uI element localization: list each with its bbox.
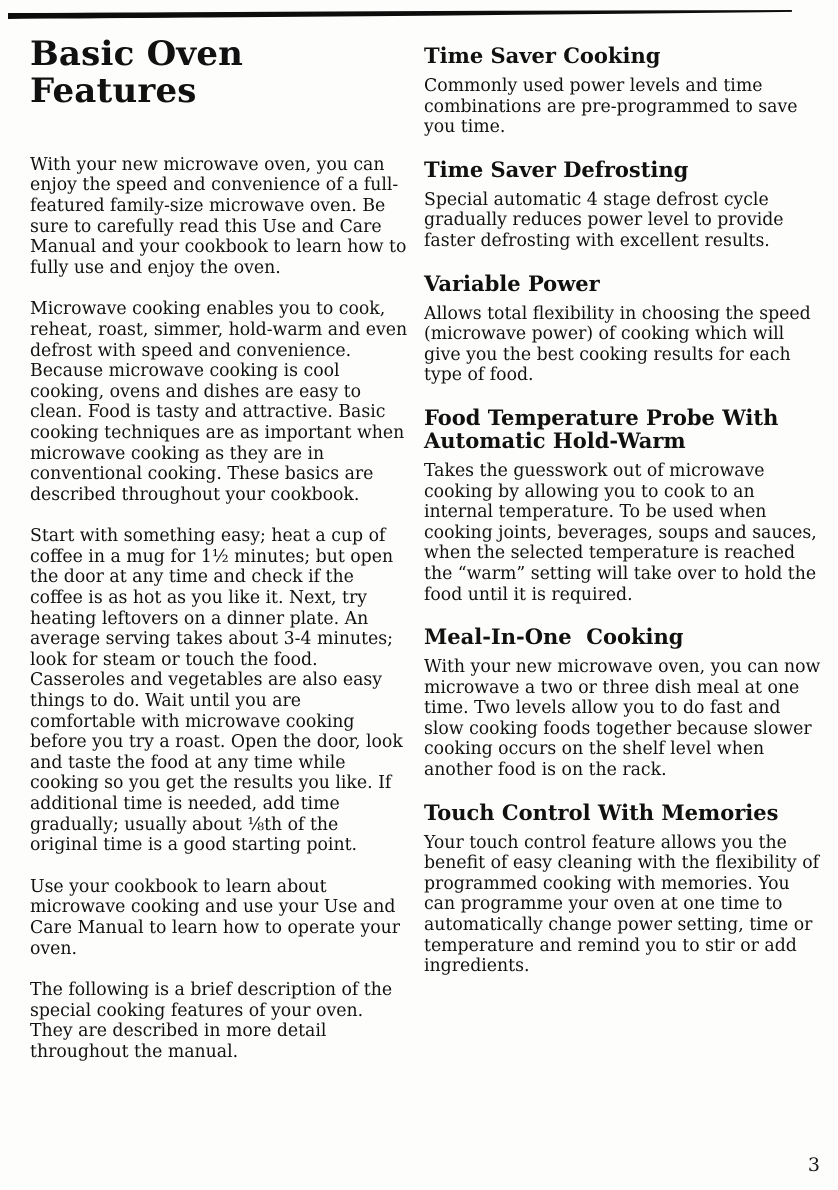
section-heading: Variable Power [424, 270, 600, 296]
feature-section-temperature-probe [424, 406, 822, 605]
feature-section-touch-control [424, 801, 822, 977]
paragraph-features-intro: The following is a brief description of the special cooking features of your oven. They are described in more detail throughout the manual. [30, 980, 393, 1062]
section-body: Commonly used power levels and time combinations are pre-programmed to save you time. [424, 76, 798, 138]
paragraph-intro: With your new microwave oven, you can enjoy the speed and convenience of a full-featured family-size microwave oven. Be sure to carefully read this Use and Care Manual and your cookbook to learn how to fully use and enjoy the oven. [30, 154, 407, 278]
paragraph-cooking-overview: Microwave cooking enables you to cook, reheat, roast, simmer, hold-warm and even defrost with speed and convenience. Because microwave cooking is cool cooking, ovens and dishes are easy to clean. Food is tasty and attractive. Basic cooking techniques are as important when microwave cooking as they are in conventional cooking. These basics are described throughout your cookbook. [30, 299, 408, 505]
section-heading: Time Saver Cooking [424, 43, 661, 68]
page-title: Basic Oven Features [30, 34, 244, 112]
section-body: Allows total flexibility in choosing the speed (microwave power) of cooking which will give you the best cooking results for each type of food. [424, 303, 811, 386]
feature-section-variable-power [424, 272, 822, 386]
section-heading: Meal-In-One Cooking [424, 624, 684, 650]
page-number: 3 [807, 1154, 820, 1176]
paragraph-getting-started: Start with something easy; heat a cup of coffee in a mug for 1½ minutes; but open the door at any time and check if the coffee is as hot as you like it. Next, try heating leftovers on a dinner plate. An average serving takes about 3-4 minutes; look for steam or touch the food. Casseroles and vegetables are also easy things to do. Wait until you are comfortable with microwave cooking before you try a roast. Open the door, look and taste the food at any time while cooking so you get the results you like. If additional time is needed, add time gradually; usually about ⅛th of the original time is a good starting point. [30, 526, 403, 856]
section-body: Special automatic 4 stage defrost cycle gradually reduces power level to provide faster defrosting with excellent results. [424, 189, 784, 251]
section-heading: Time Saver Defrosting [424, 156, 689, 182]
section-heading: Food Temperature Probe With Automatic Hold-Warm [424, 404, 786, 453]
feature-section-meal-in-one [424, 625, 822, 781]
paragraph-cookbook: Use your cookbook to learn about microwave cooking and use your Use and Care Manual to learn how to operate your oven. [30, 876, 401, 959]
left-column [30, 36, 410, 1084]
right-column [424, 44, 822, 997]
section-body: With your new microwave oven, you can now microwave a two or three dish meal at one time. Two levels allow you to do fast and slow cooking foods together because slower cooking occurs on the shelf level when another food is on the rack. [424, 657, 821, 781]
feature-section-time-saver-cooking [424, 44, 822, 138]
top-rule [8, 8, 792, 19]
feature-section-time-saver-defrosting [424, 158, 822, 252]
section-body: Takes the guesswork out of microwave cooking by allowing you to cook to an internal temperature. To be used when cooking joints, beverages, soups and sauces, when the selected temperature is reached the “warm” setting will take over to hold the food until it is required. [424, 460, 817, 605]
section-heading: Touch Control With Memories [424, 799, 779, 825]
section-body: Your touch control feature allows you the benefit of easy cleaning with the flexibility of programmed cooking with memories. You can programme your oven at one time to automatically change power setting, time or temperature and remind you to stir or add ingredients. [424, 832, 819, 977]
